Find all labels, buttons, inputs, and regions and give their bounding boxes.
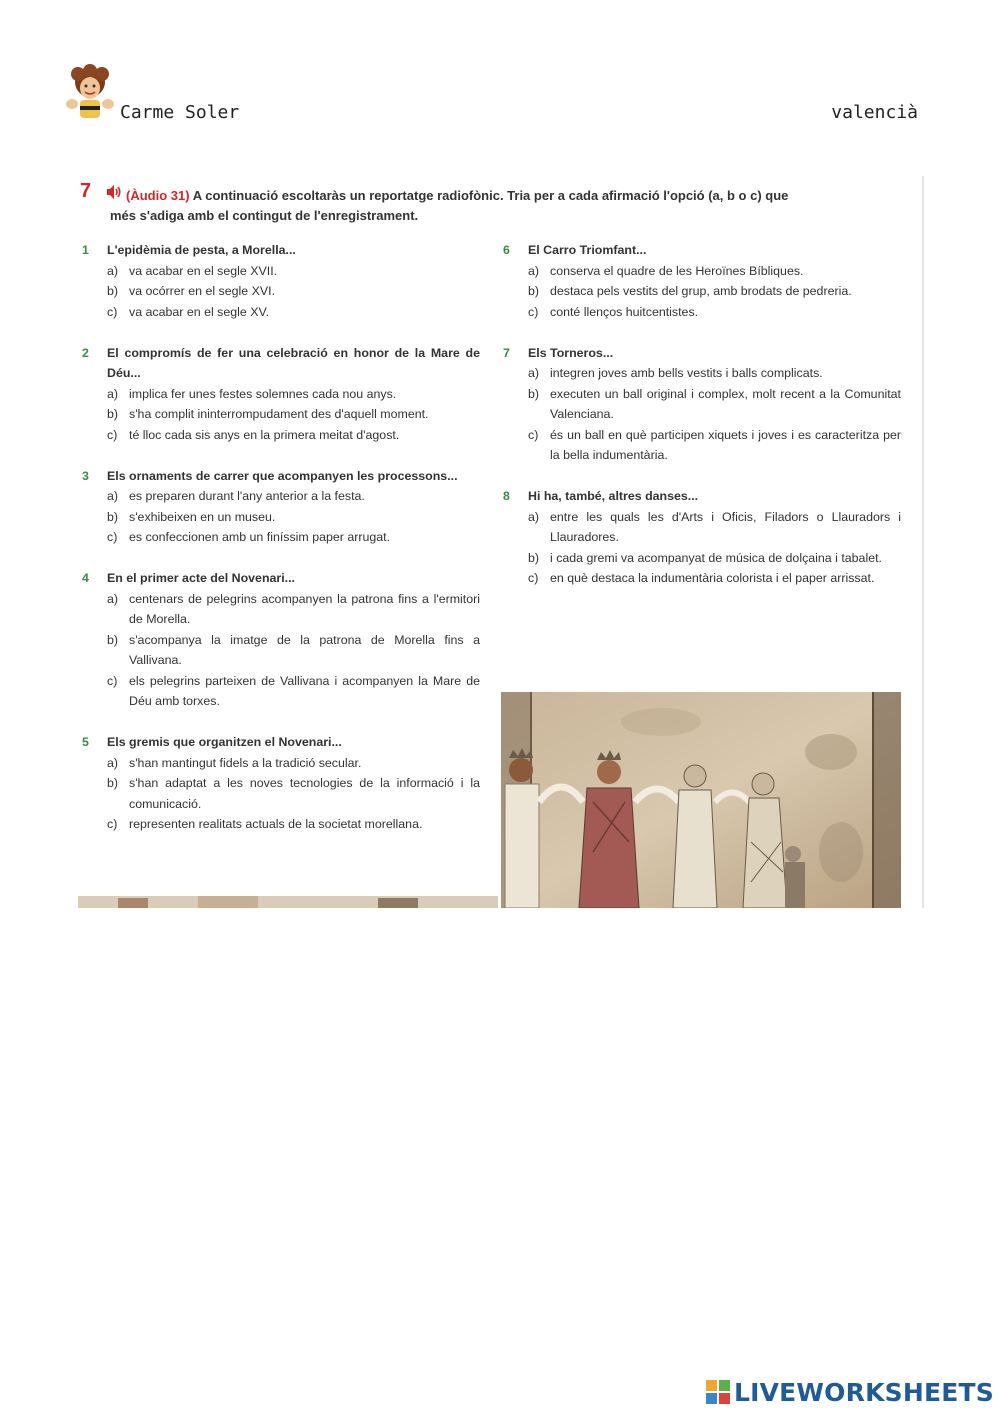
option-text: integren joves amb bells vestits i balls complicats.	[550, 366, 823, 380]
brand-text: LIVEWORKSHEETS	[733, 1377, 994, 1407]
option-c[interactable]	[82, 671, 480, 712]
option-letter: c)	[107, 673, 118, 688]
option-c[interactable]	[82, 814, 480, 835]
question-number: 7	[503, 345, 510, 360]
option-letter: a)	[528, 509, 540, 524]
question-item	[82, 732, 480, 835]
option-c[interactable]	[82, 425, 480, 446]
question-stem: En el primer acte del Novenari...	[107, 571, 295, 585]
option-letter: c)	[528, 427, 539, 442]
option-a[interactable]	[503, 507, 901, 548]
audio-label[interactable]: (Àudio 31)	[126, 188, 190, 203]
option-letter: a)	[107, 386, 119, 401]
option-letter: c)	[528, 304, 539, 319]
question-stem: Hi ha, també, altres danses...	[528, 489, 699, 503]
option-letter: b)	[528, 386, 540, 401]
question-stem: L'epidèmia de pesta, a Morella...	[107, 243, 296, 257]
language-label: valencià	[831, 102, 918, 123]
option-letter: c)	[528, 571, 539, 585]
option-c[interactable]	[82, 527, 480, 548]
question-number: 1	[82, 243, 89, 257]
option-b[interactable]	[503, 548, 901, 569]
option-a[interactable]	[82, 261, 480, 282]
option-text: executen un ball original i complex, molt recent a la Comunitat Valenciana.	[550, 386, 901, 421]
option-letter: c)	[107, 304, 118, 319]
option-letter: b)	[107, 632, 119, 647]
option-text: es preparen durant l'any anterior a la festa.	[129, 489, 365, 503]
option-b[interactable]	[82, 630, 480, 671]
speaker-icon[interactable]	[106, 184, 122, 200]
option-letter: b)	[528, 550, 540, 565]
option-text: va acabar en el segle XVII.	[129, 263, 278, 278]
liveworksheets-brand	[706, 1377, 994, 1407]
question-item	[82, 240, 480, 322]
option-text: centenars de pelegrins acompanyen la patrona fins a l'ermitori de Morella.	[129, 591, 480, 626]
option-b[interactable]	[82, 773, 480, 814]
option-text: en què destaca la indumentària colorista i el paper arrissat.	[550, 571, 875, 585]
avatar-thumbs-up-icon	[64, 64, 116, 124]
option-letter: a)	[528, 263, 540, 278]
option-b[interactable]	[82, 281, 480, 302]
option-a[interactable]	[82, 384, 480, 405]
option-text: té lloc cada sis anys en la primera meitat d'agost.	[129, 427, 400, 442]
option-c[interactable]	[503, 568, 901, 589]
option-text: s'han mantingut fidels a la tradició secular.	[129, 755, 362, 770]
option-b[interactable]	[82, 507, 480, 528]
question-item	[82, 466, 480, 548]
question-number: 5	[82, 735, 89, 749]
question-stem: Els gremis que organitzen el Novenari...	[107, 735, 342, 749]
option-letter: a)	[107, 489, 119, 503]
question-number: 8	[503, 489, 510, 503]
option-letter: c)	[107, 817, 118, 831]
author-name: Carme Soler	[120, 102, 240, 123]
fresco-photo	[501, 692, 901, 908]
option-text: representen realitats actuals de la societat morellana.	[129, 817, 423, 831]
instruction-text-continued: més s'adiga amb el contingut de l'enregistrament.	[110, 208, 419, 223]
option-letter: a)	[107, 263, 119, 278]
option-text: és un ball en què participen xiquets i joves i es caracteritza per la bella indumentària.	[550, 427, 901, 462]
divider	[922, 176, 924, 908]
option-text: conserva el quadre de les Heroïnes Bíbliques.	[550, 263, 804, 278]
option-text: va acabar en el segle XV.	[129, 304, 270, 319]
option-a[interactable]	[82, 486, 480, 507]
option-c[interactable]	[503, 302, 901, 323]
option-text: va ocórrer en el segle XVI.	[129, 284, 276, 298]
exercise-block	[78, 176, 924, 908]
option-letter: a)	[528, 366, 540, 380]
option-a[interactable]	[503, 261, 901, 282]
option-c[interactable]	[503, 425, 901, 466]
option-text: implica fer unes festes solemnes cada nou anys.	[129, 386, 397, 401]
question-number: 6	[503, 243, 510, 257]
option-text: entre les quals les d'Arts i Oficis, Filadors o Llauradors i Llauradores.	[550, 509, 901, 544]
option-letter: a)	[107, 755, 119, 770]
option-a[interactable]	[82, 589, 480, 630]
option-text: es confeccionen amb un finíssim paper arrugat.	[129, 530, 391, 544]
question-item	[503, 486, 901, 589]
questions-right-column	[503, 240, 901, 609]
instruction-text: A continuació escoltaràs un reportatge radiofònic. Tria per a cada afirmació l'opció (a, b o c) que	[192, 188, 789, 203]
option-b[interactable]	[503, 281, 901, 302]
question-stem: El Carro Triomfant...	[528, 243, 647, 257]
question-number: 2	[82, 345, 89, 360]
question-item	[82, 343, 480, 446]
question-item	[503, 343, 901, 466]
option-letter: b)	[107, 407, 119, 421]
option-text: s'acompanya la imatge de la patrona de Morella fins a Vallivana.	[129, 632, 480, 667]
option-c[interactable]	[82, 302, 480, 323]
question-stem: Els Torneros...	[528, 345, 614, 360]
question-item	[503, 240, 901, 322]
question-number: 4	[82, 571, 89, 585]
option-letter: c)	[107, 427, 118, 442]
option-text: conté llenços huitcentistes.	[550, 304, 699, 319]
option-a[interactable]	[82, 753, 480, 774]
option-a[interactable]	[503, 363, 901, 384]
liveworksheets-logo-icon	[706, 1380, 730, 1404]
question-number: 3	[82, 468, 89, 483]
option-text: destaca pels vestits del grup, amb brodats de pedreria.	[550, 284, 852, 298]
option-b[interactable]	[82, 404, 480, 425]
option-letter: b)	[528, 284, 540, 298]
question-stem: El compromís de fer una celebració en honor de la Mare de Déu...	[107, 345, 480, 380]
option-b[interactable]	[503, 384, 901, 425]
questions-left-column	[82, 240, 480, 835]
option-text: s'han adaptat a les noves tecnologies de la informació i la comunicació.	[129, 776, 480, 811]
option-text: i cada gremi va acompanyat de música de dolçaina i tabalet.	[550, 550, 882, 565]
question-item	[82, 568, 480, 712]
option-letter: a)	[107, 591, 119, 606]
question-stem: Els ornaments de carrer que acompanyen les processons...	[107, 468, 458, 483]
option-text: els pelegrins parteixen de Vallivana i acompanyen la Mare de Déu amb torxes.	[129, 673, 480, 708]
option-letter: c)	[107, 530, 118, 544]
option-letter: b)	[107, 509, 119, 524]
option-text: s'exhibeixen en un museu.	[129, 509, 276, 524]
option-text: s'ha complit ininterrompudament des d'aquell moment.	[129, 407, 429, 421]
option-letter: b)	[107, 776, 119, 790]
exercise-number: 7	[80, 180, 92, 202]
photo-strip	[78, 896, 498, 908]
option-letter: b)	[107, 284, 119, 298]
